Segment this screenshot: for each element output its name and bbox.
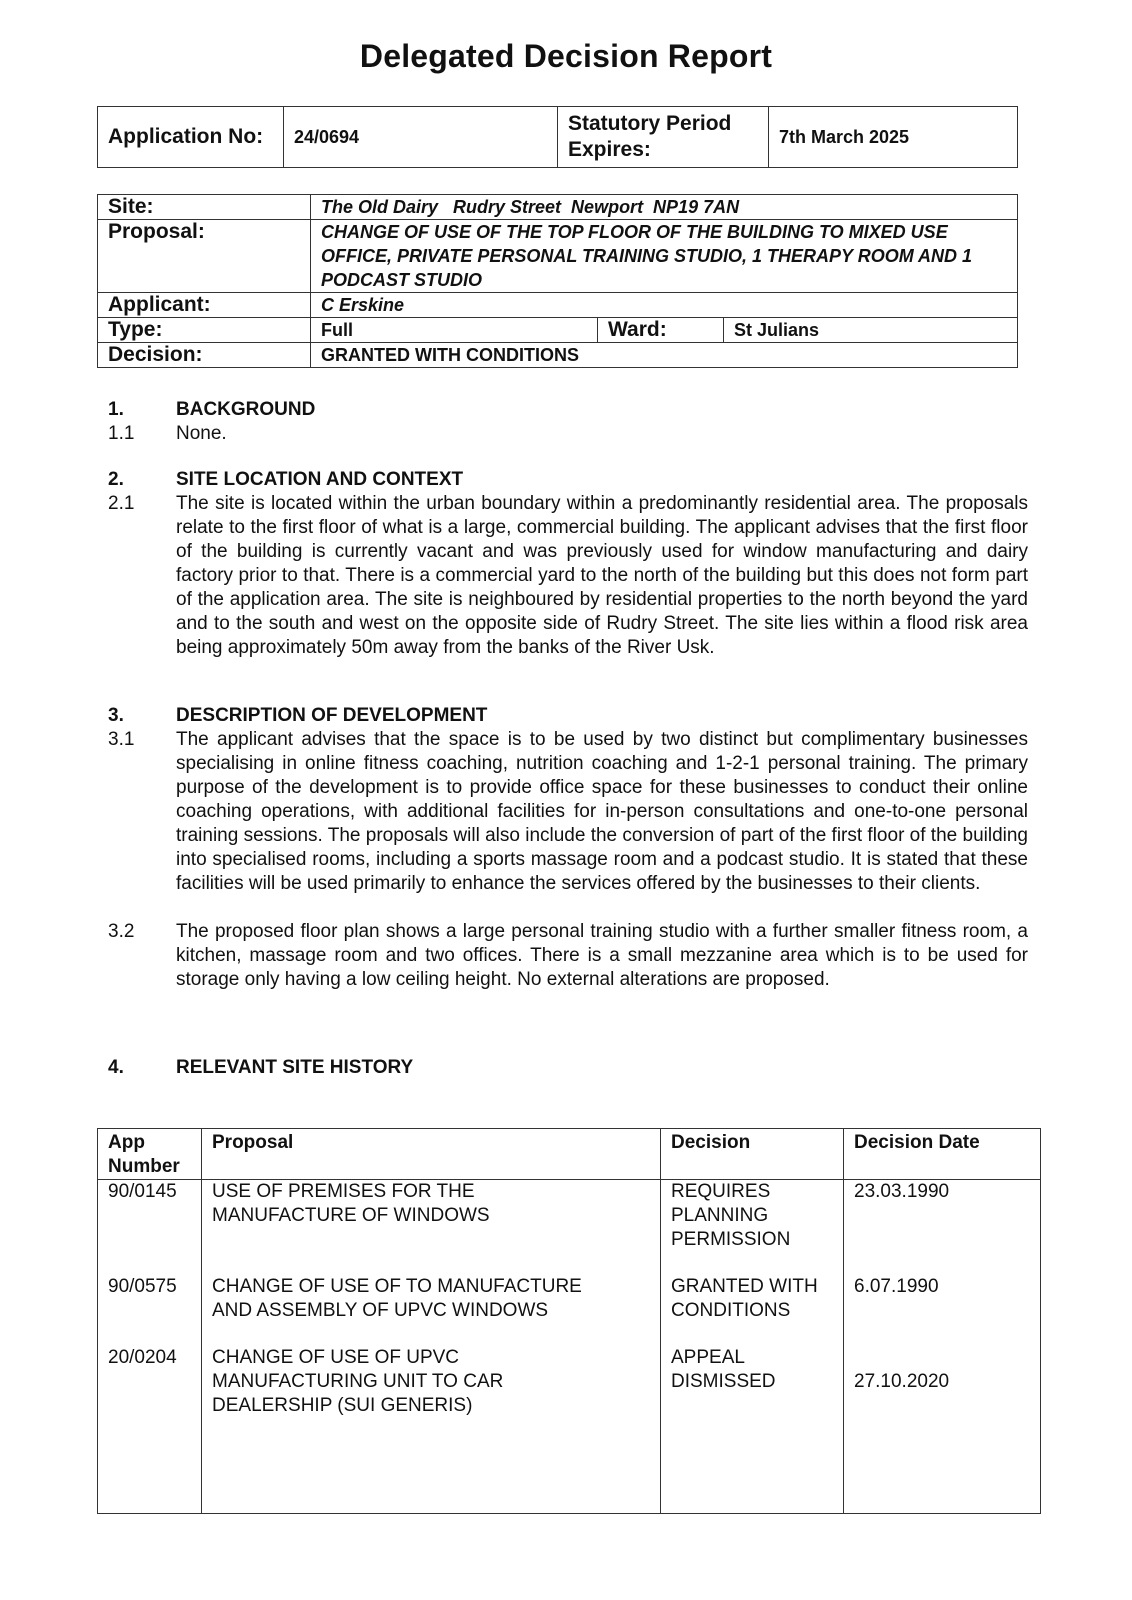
paragraph-text: The applicant advises that the space is to be used by two distinct but complimentary businesses specialising in online fitness coaching, nutrition coaching and 1-2-1 personal training. The primary purpose of the development is to provide office space for these businesses to conduct their online coaching operations, with additional facilities for in-person consultations and one-to-one personal training sessions. The proposals will also include the conversion of part of the first floor of the building into specialised rooms, including a sports massage room and a podcast studio. It is stated that these facilities will be used primarily to enhance the services offered by the businesses to their clients.: [176, 729, 1028, 894]
app-number-cell: 90/0575: [98, 1275, 202, 1346]
page-title: Delegated Decision Report: [359, 38, 773, 74]
paragraph-number: 3.2: [108, 921, 135, 942]
section-heading: [108, 704, 1028, 728]
section-heading: [108, 398, 1028, 422]
section-title: RELEVANT SITE HISTORY: [176, 1057, 414, 1078]
app-number-cell: 20/0204: [98, 1346, 202, 1514]
section-number: 4.: [108, 1057, 124, 1078]
table-row: [98, 1180, 1041, 1276]
section-heading: [108, 468, 1028, 492]
table-header-row: [98, 1129, 1041, 1180]
section-number: 3.: [108, 705, 124, 726]
ward-value: St Julians: [724, 318, 1018, 343]
paragraph-text: None.: [176, 423, 227, 444]
section-title: BACKGROUND: [176, 399, 316, 420]
decision-date-cell: 23.03.1990: [844, 1180, 1041, 1276]
section-number: 1.: [108, 399, 124, 420]
type-label: Type:: [98, 318, 311, 343]
ward-label: Ward:: [598, 318, 724, 343]
decision-cell: APPEAL DISMISSED: [661, 1346, 844, 1514]
statutory-period-value: 7th March 2025: [769, 107, 1018, 168]
section-site-history: [108, 1056, 1028, 1080]
proposal-cell: USE OF PREMISES FOR THE MANUFACTURE OF WINDOWS: [202, 1180, 661, 1276]
site-value: The Old Dairy Rudry Street Newport NP19 7AN: [311, 195, 1018, 220]
decision-date-cell: 6.07.1990: [844, 1275, 1041, 1346]
column-header: Decision: [661, 1129, 844, 1180]
paragraph: [108, 920, 1028, 992]
proposal-label: Proposal:: [98, 220, 311, 293]
proposal-cell: CHANGE OF USE OF UPVC MANUFACTURING UNIT TO CAR DEALERSHIP (SUI GENERIS): [202, 1346, 661, 1514]
type-value: Full: [311, 318, 598, 343]
section-site-location: [108, 468, 1028, 660]
paragraph-number: 1.1: [108, 423, 135, 444]
applicant-value: C Erskine: [311, 293, 1018, 318]
section-background: [108, 398, 1028, 446]
proposal-value: CHANGE OF USE OF THE TOP FLOOR OF THE BUILDING TO MIXED USE OFFICE, PRIVATE PERSONAL TRAINING STUDIO, 1 THERAPY ROOM AND 1 PODCAST STUDIO: [311, 220, 1018, 293]
paragraph: [108, 422, 1028, 446]
column-header: App Number: [98, 1129, 202, 1180]
app-number-cell: 90/0145: [98, 1180, 202, 1276]
site-history-table: [97, 1128, 1041, 1514]
column-header: Decision Date: [844, 1129, 1041, 1180]
site-label: Site:: [98, 195, 311, 220]
decision-cell: REQUIRES PLANNING PERMISSION: [661, 1180, 844, 1276]
table-row: [98, 1346, 1041, 1514]
paragraph: [108, 492, 1028, 660]
paragraph-number: 2.1: [108, 493, 135, 514]
decision-label: Decision:: [98, 343, 311, 368]
section-number: 2.: [108, 469, 124, 490]
decision-value: GRANTED WITH CONDITIONS: [311, 343, 1018, 368]
applicant-label: Applicant:: [98, 293, 311, 318]
statutory-period-label: Statutory Period Expires:: [558, 107, 769, 168]
paragraph-number: 3.1: [108, 729, 135, 750]
proposal-cell: CHANGE OF USE OF TO MANUFACTURE AND ASSEMBLY OF UPVC WINDOWS: [202, 1275, 661, 1346]
application-no-label: Application No:: [98, 107, 284, 168]
section-title: SITE LOCATION AND CONTEXT: [176, 469, 464, 490]
table-row: [98, 1275, 1041, 1346]
decision-cell: GRANTED WITH CONDITIONS: [661, 1275, 844, 1346]
column-header: Proposal: [202, 1129, 661, 1180]
application-info-table: [97, 194, 1018, 368]
section-description: [108, 704, 1028, 992]
decision-date-cell: 27.10.2020: [844, 1346, 1041, 1514]
application-no-value: 24/0694: [284, 107, 558, 168]
application-header-table: [97, 106, 1018, 168]
paragraph-text: The proposed floor plan shows a large personal training studio with a further smaller fitness room, a kitchen, massage room and two offices. There is a small mezzanine area which is to be used for storage only having a low ceiling height. No external alterations are proposed.: [176, 921, 1028, 990]
section-heading: [108, 1056, 1028, 1080]
paragraph: [108, 728, 1028, 896]
section-title: DESCRIPTION OF DEVELOPMENT: [176, 705, 488, 726]
paragraph-text: The site is located within the urban boundary within a predominantly residential area. The proposals relate to the first floor of what is a large, commercial building. The applicant advises that the first floor of the building is currently vacant and was previously used for window manufacturing and dairy factory prior to that. There is a commercial yard to the north of the building but this does not form part of the application area. The site is neighboured by residential properties to the north beyond the yard and to the south and west on the opposite side of Rudry Street. The site lies within a flood risk area being approximately 50m away from the banks of the River Usk.: [176, 493, 1028, 658]
